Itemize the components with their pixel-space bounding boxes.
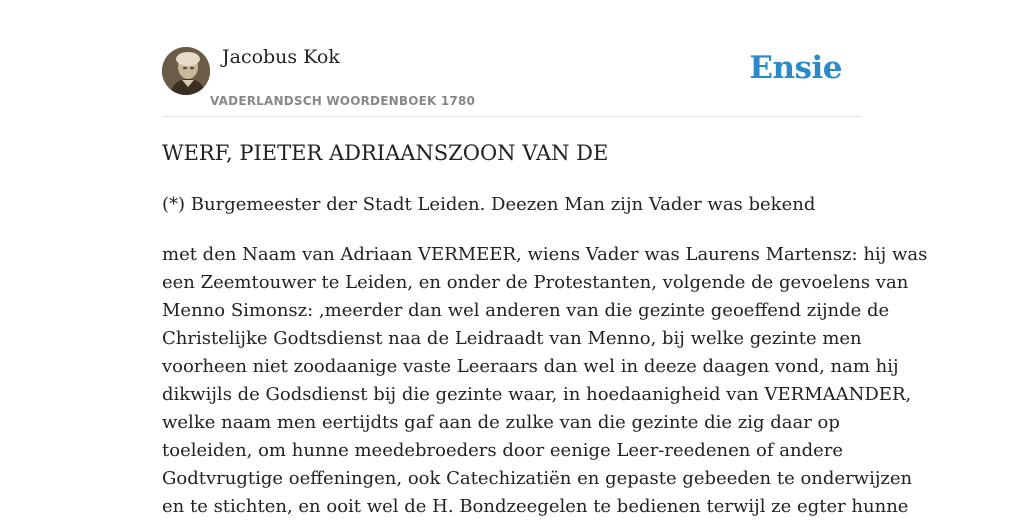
body-line: voorheen niet zoodaanige vaste Leeraars dan wel in deeze daagen vond, nam hij [162,356,899,377]
source-label[interactable]: VADERLANDSCH WOORDENBOEK 1780 [210,94,476,108]
body-line: Christelijke Godtsdienst naa de Leidraadt van Menno, bij welke gezinte men [162,328,862,349]
brand-logo[interactable]: Ensie [749,50,842,86]
article-intro: (*) Burgemeester der Stadt Leiden. Deezen Man zijn Vader was bekend [162,194,816,215]
body-line: Menno Simonsz: ,meerder dan wel anderen van die gezinte geoeffend zijnde de [162,300,890,321]
body-line: dikwijls de Godsdienst bij die gezinte waar, in hoedaanigheid van VERMAANDER, [162,384,912,405]
article-body [162,241,928,521]
article-title: WERF, PIETER ADRIAANSZOON VAN DE [162,141,609,165]
body-line: en te stichten, en ooit wel de H. Bondzeegelen te bedienen terwijl ze egter hunne [162,496,909,517]
body-line: welke naam men eertijdts gaf aan de zulke van die gezinte die zig daar op [162,412,840,433]
body-line: een Zeemtouwer te Leiden, en onder de Protestanten, volgende de gevoelens van [162,272,909,293]
body-line: toeleiden, om hunne meedebroeders door eenige Leer-reedenen of andere [162,440,844,461]
body-line: Godtvrugtige oeffeningen, ook Catechizatiën en gepaste gebeeden te onderwijzen [162,468,913,489]
author-name[interactable]: Jacobus Kok [222,46,340,68]
body-line: met den Naam van Adriaan VERMEER, wiens Vader was Laurens Martensz: hij was [162,244,928,265]
article-header [162,0,862,117]
portrait-avatar-icon[interactable] [162,47,210,95]
article-page [162,0,928,517]
